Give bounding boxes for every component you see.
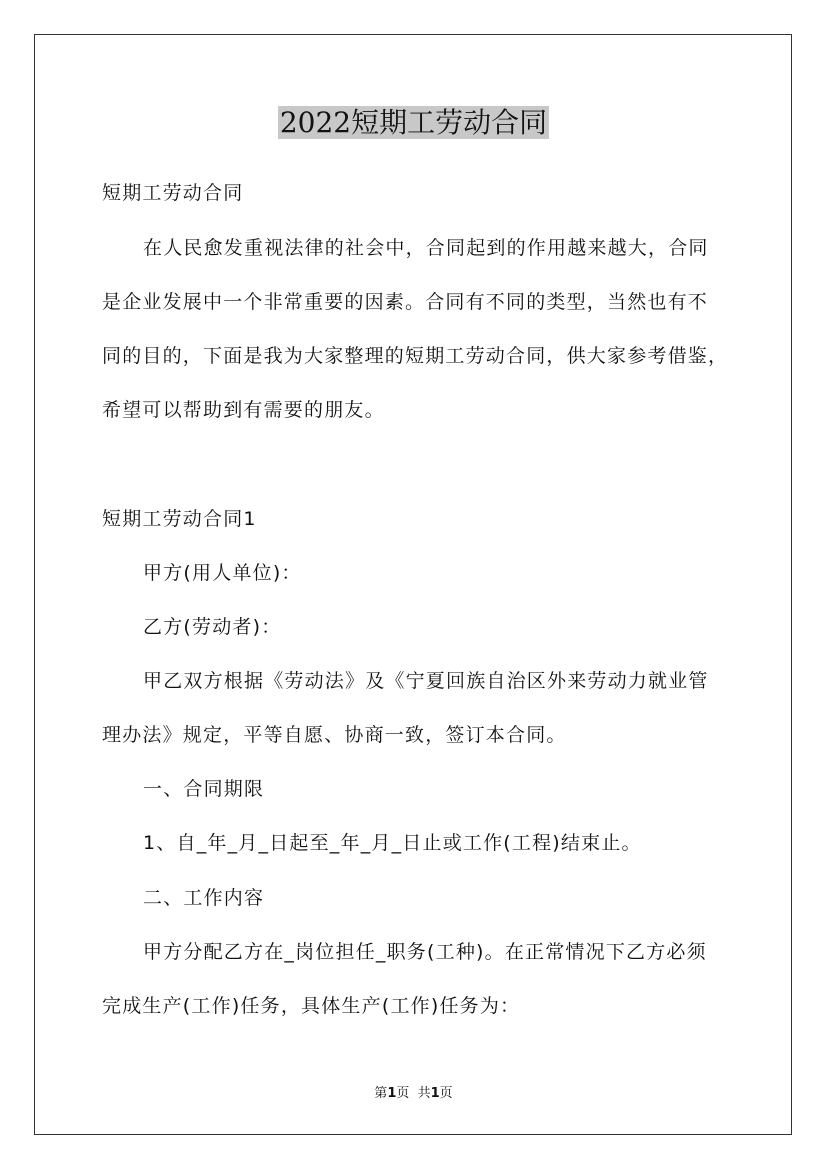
paragraph-line: 同的目的，下面是我为大家整理的短期工劳动合同，供大家参考借鉴， xyxy=(102,345,729,367)
page-footer xyxy=(0,1082,827,1101)
paragraph-line: 甲方分配乙方在_岗位担任_职务(工种)。在正常情况下乙方必须 xyxy=(143,941,707,963)
footer-suffix: 页 xyxy=(439,1086,453,1101)
paragraph-line: 希望可以帮助到有需要的朋友。 xyxy=(102,399,385,421)
section-heading: 短期工劳动合同1 xyxy=(102,508,257,530)
paragraph-line: 完成生产(工作)任务，具体生产(工作)任务为： xyxy=(102,995,521,1017)
document-title-text: 2022短期工劳动合同 xyxy=(279,106,548,139)
footer-prefix: 第 xyxy=(374,1086,388,1101)
paragraph-line: 在人民愈发重视法律的社会中，合同起到的作用越来越大，合同 xyxy=(143,237,709,259)
party-b-line: 乙方(劳动者)： xyxy=(143,616,282,638)
paragraph-line: 理办法》规定，平等自愿、协商一致，签订本合同。 xyxy=(102,724,567,746)
document-title xyxy=(0,104,827,142)
clause-heading: 一、合同期限 xyxy=(143,778,265,800)
party-a-line: 甲方(用人单位)： xyxy=(143,562,302,584)
clause-heading: 二、工作内容 xyxy=(143,887,265,909)
footer-page-number: 1 xyxy=(387,1086,397,1101)
section-heading: 短期工劳动合同 xyxy=(102,182,244,204)
paragraph-line: 甲乙双方根据《劳动法》及《宁夏回族自治区外来劳动力就业管 xyxy=(143,670,709,692)
footer-mid: 页 共 xyxy=(396,1086,431,1101)
clause-line: 1、自_年_月_日起至_年_月_日止或工作(工程)结束止。 xyxy=(143,832,642,854)
paragraph-line: 是企业发展中一个非常重要的因素。合同有不同的类型，当然也有不 xyxy=(102,291,709,313)
footer-total-pages: 1 xyxy=(430,1086,440,1101)
